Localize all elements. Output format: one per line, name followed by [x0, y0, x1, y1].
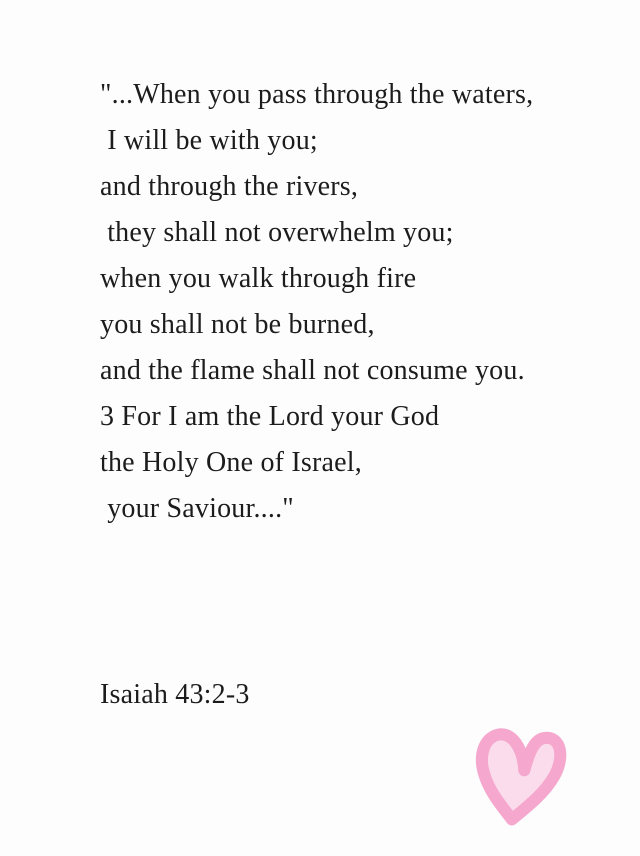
heart-shape: [474, 729, 563, 825]
verse-line: you shall not be burned,: [100, 309, 375, 340]
verse-line: "...When you pass through the waters,: [100, 79, 534, 110]
verse-reference: Isaiah 43:2-3: [100, 679, 250, 710]
verse-line: your Saviour....": [100, 493, 294, 524]
verse-text: [100, 72, 610, 532]
verse-line: and through the rivers,: [100, 171, 359, 202]
verse-line: they shall not overwhelm you;: [100, 217, 454, 248]
verse-line: when you walk through fire: [100, 263, 417, 294]
verse-line: and the flame shall not consume you.: [100, 355, 525, 386]
verse-line: 3 For I am the Lord your God: [100, 401, 440, 432]
verse-line: the Holy One of Israel,: [100, 447, 362, 478]
heart-icon: [461, 715, 586, 844]
verse-line: I will be with you;: [100, 125, 318, 156]
